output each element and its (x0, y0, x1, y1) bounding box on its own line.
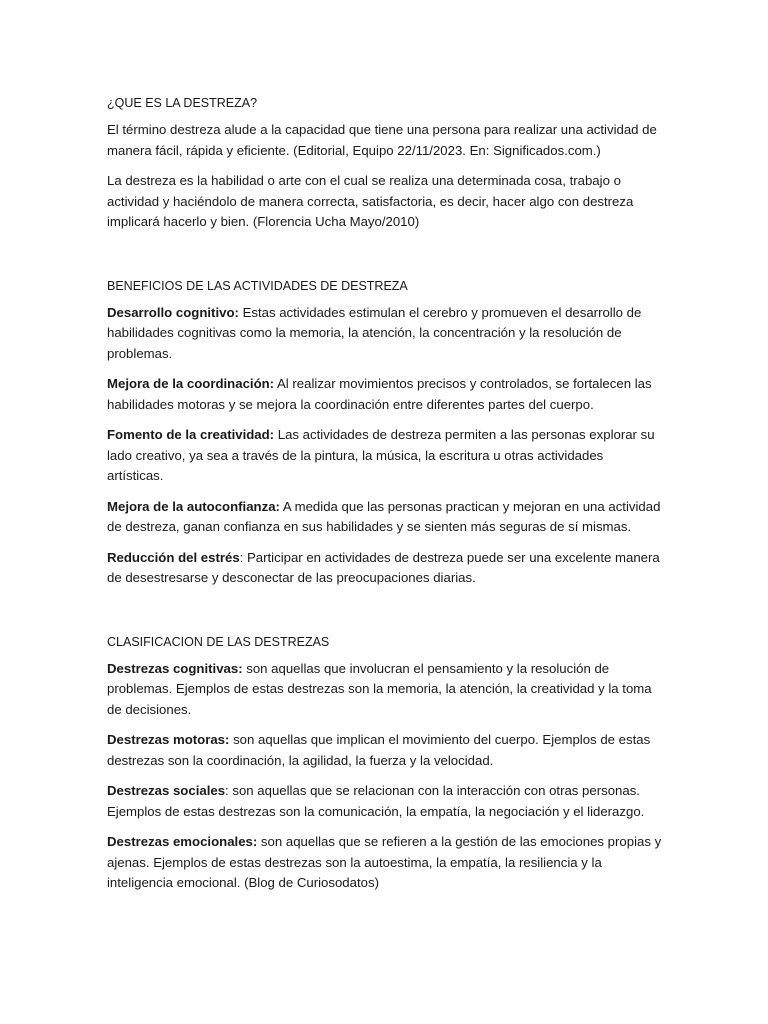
classification-term: Destrezas motoras: (107, 732, 230, 747)
section-heading-clasificacion: CLASIFICACION DE LAS DESTREZAS (107, 634, 330, 649)
benefit-text: : Participar en actividades de destreza puede ser una excelente manera de desestresarse y desconectar de las preocupaciones diarias. (107, 549, 660, 585)
benefit-text: A medida que las personas practican y mejoran en una actividad de destreza, ganan confianza en sus habilidades y se sienten más seguras de sí mismas. (107, 498, 661, 534)
benefit-item (107, 374, 663, 415)
classification-item (107, 832, 663, 894)
definition-paragraph: El término destreza alude a la capacidad que tiene una persona para realizar una actividad de manera fácil, rápida y eficiente. (Editorial, Equipo 22/11/2023. En: Significados.com.) (107, 122, 657, 158)
section-heading-que-es: ¿QUE ES LA DESTREZA? (107, 96, 258, 110)
benefit-term: Desarrollo cognitivo: (107, 304, 239, 320)
benefit-text: Estas actividades estimulan el cerebro y promueven el desarrollo de habilidades cognitivas como la memoria, la atención, la concentración y la resolución de problemas. (107, 304, 642, 361)
benefit-term: Reducción del estrés (107, 549, 240, 565)
section-heading-beneficios: BENEFICIOS DE LAS ACTIVIDADES DE DESTREZA (107, 278, 408, 293)
classification-item (107, 659, 663, 721)
benefit-term: Mejora de la autoconfianza: (107, 498, 280, 514)
benefit-item (107, 303, 663, 365)
benefit-item (107, 497, 663, 538)
definition-paragraph: La destreza es la habilidad o arte con el cual se realiza una determinada cosa, trabajo o actividad y haciéndolo de manera correcta, satisfactoria, es decir, hacer algo con destreza implicará hacerlo y bien. (Florencia Ucha Mayo/2010) (107, 173, 634, 229)
section-spacer (107, 243, 663, 276)
classification-text: : son aquellas que se relacionan con la interacción con otras personas. Ejemplos de estas destrezas son la comunicación, la empatía, la negociación y el liderazgo. (107, 783, 645, 819)
classification-term: Destrezas cognitivas: (107, 660, 243, 676)
benefit-text: Al realizar movimientos precisos y controlados, se fortalecen las habilidades motoras y se mejora la coordinación entre diferentes partes del cuerpo. (107, 376, 652, 412)
classification-term: Destrezas emocionales: (107, 834, 258, 849)
benefit-item (107, 548, 663, 589)
document-page (107, 93, 663, 904)
classification-text: son aquellas que involucran el pensamiento y la resolución de problemas. Ejemplos de estas destrezas son la memoria, la atención, la creatividad y la toma de decisiones. (107, 660, 652, 717)
benefit-item (107, 425, 663, 487)
classification-item (107, 730, 663, 771)
benefit-term: Fomento de la creatividad: (107, 427, 275, 442)
benefit-term: Mejora de la coordinación: (107, 376, 275, 391)
classification-text: son aquellas que se refieren a la gestión de las emociones propias y ajenas. Ejemplos de estas destrezas son la autoestima, la empatía, la resiliencia y la inteligencia emocional. (Blog de Curiosodatos) (107, 834, 662, 890)
section-spacer (107, 599, 663, 632)
classification-term: Destrezas sociales (107, 783, 226, 798)
benefit-text: Las actividades de destreza permiten a las personas explorar su lado creativo, ya sea a través de la pintura, la música, la escritura u otras actividades artísticas. (107, 427, 655, 483)
classification-text: son aquellas que implican el movimiento del cuerpo. Ejemplos de estas destrezas son la coordinación, la agilidad, la fuerza y la velocidad. (107, 732, 651, 768)
classification-item (107, 781, 663, 822)
